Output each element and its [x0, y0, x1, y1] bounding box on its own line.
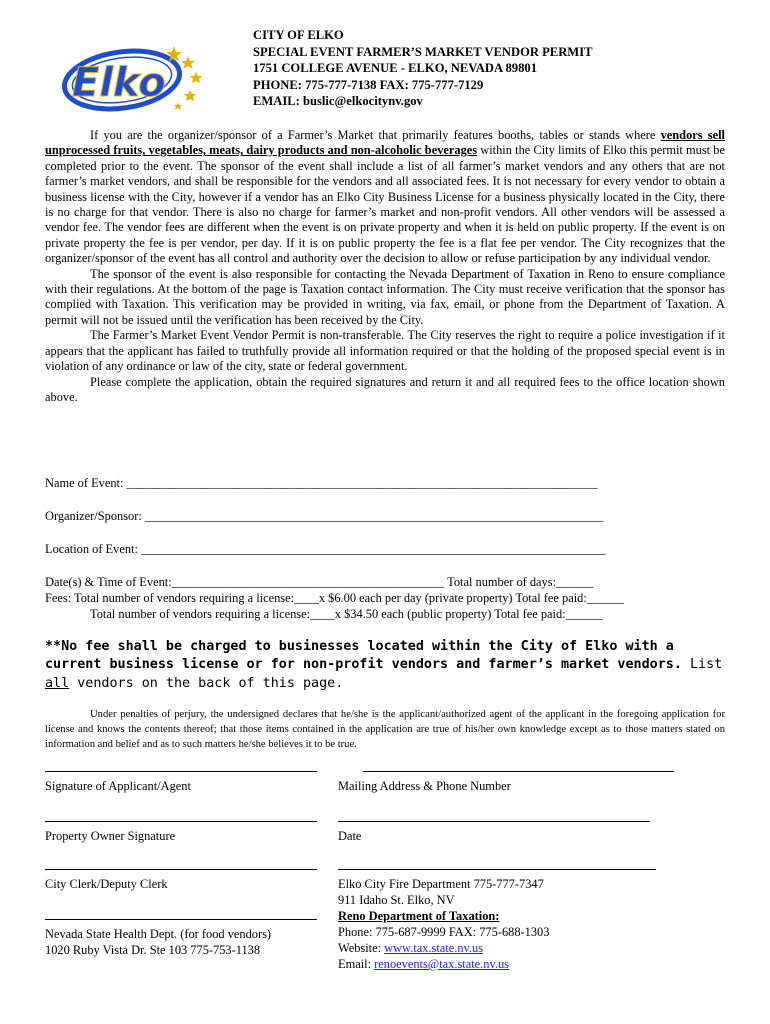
reno-taxation-phone: Phone: 775-687-9999 FAX: 775-688-1303 — [338, 925, 550, 939]
applicant-signature-block[interactable] — [45, 770, 317, 794]
clerk-signature-block[interactable] — [45, 868, 317, 892]
elko-logo — [62, 40, 222, 122]
health-dept-name: Nevada State Health Dept. (for food vendors) — [45, 927, 272, 941]
date-label: Date — [338, 829, 362, 843]
date-line[interactable] — [338, 820, 650, 822]
applicant-signature-label: Signature of Applicant/Agent — [45, 779, 191, 793]
email-link[interactable]: renoevents@tax.state.nv.us — [374, 957, 509, 971]
health-dept-block[interactable] — [45, 918, 317, 958]
header-line-city: CITY OF ELKO — [253, 28, 344, 42]
paragraph-4: Please complete the application, obtain the required signatures and return it and all required fees to the office location shown above. — [45, 374, 725, 404]
reno-taxation-title: Reno Department of Taxation: — [338, 909, 500, 923]
elko-logo-graphic — [62, 40, 222, 122]
paragraph-1 — [45, 128, 725, 267]
paragraph-2: The sponsor of the event is also responsible for contacting the Nevada Department of Taxation in Reno to ensure compliance with their regulations. At the bottom of the page is Taxation contact information. The City must receive verification that the sponsor has complied with Taxation. This verification may be provided in writing, via fax, email, or phone from the Department of Taxation. A permit will not be issued until the verification has been received by the City. — [45, 266, 725, 327]
p1-start: If you are the organizer/sponsor of a Farmer’s Market that primarily features booths, tables or stands where — [90, 128, 661, 142]
owner-signature-label: Property Owner Signature — [45, 829, 176, 843]
paragraph-3: The Farmer’s Market Event Vendor Permit is non-transferable. The City reserves the right to require a police investigation if it appears that the applicant has failed to truthfully provide all information required or that the holding of the proposed special event is in violation of any ordinance or law of the city, state or federal government. — [45, 328, 725, 374]
owner-signature-block[interactable] — [45, 820, 317, 844]
fire-dept-phone: Elko City Fire Department 775-777-7347 — [338, 877, 544, 891]
contacts-block — [338, 868, 656, 972]
mailing-line[interactable] — [363, 770, 674, 772]
health-line[interactable] — [45, 918, 317, 920]
reno-email — [338, 956, 656, 972]
fire-line[interactable] — [338, 868, 656, 870]
header-line-title: SPECIAL EVENT FARMER’S MARKET VENDOR PERMIT — [253, 44, 593, 59]
perjury-statement — [45, 707, 725, 753]
notice-tail: List — [681, 657, 723, 673]
clerk-label: City Clerk/Deputy Clerk — [45, 877, 168, 891]
header-line-email: EMAIL: buslic@elkocitynv.gov — [253, 94, 423, 109]
agency-header — [253, 27, 593, 110]
date-block[interactable] — [338, 820, 650, 844]
website-link[interactable]: www.tax.state.nv.us — [384, 941, 484, 955]
fees-private-field[interactable]: Fees: Total number of vendors requiring a license:____x $6.00 each per day (private property) Total fee paid:______ — [45, 591, 624, 605]
owner-line[interactable] — [45, 820, 317, 822]
health-dept-address: 1020 Ruby Vista Dr. Ste 103 775-753-1138 — [45, 943, 261, 957]
website-label: Website: — [338, 941, 385, 955]
header-line-address: 1751 COLLEGE AVENUE - ELKO, NEVADA 89801 — [253, 61, 537, 76]
email-label: Email: — [338, 957, 375, 971]
perjury-text: Under penalties of perjury, the undersigned declares that he/she is the applicant/authorized agent of the applicant in the foregoing application for license and knows the contents thereof; that those items contained in the application are true of his/her own knowledge except as to those matters stated on information and belief and as to such matters he/she believes it to be true. — [45, 709, 725, 751]
notice-tail-end: vendors on the back of this page. — [69, 675, 344, 691]
fire-dept-address: 911 Idaho St. Elko, NV — [338, 893, 455, 907]
notice-bold: **No fee shall be charged to businesses located within the City of Elko with a current business license or for non-profit vendors and farmer’s market vendors. — [45, 639, 682, 673]
organizer-field[interactable]: Organizer/Sponsor: __________________________________________________________________________ — [45, 509, 604, 523]
signature-line[interactable] — [45, 770, 317, 772]
clerk-line[interactable] — [45, 868, 317, 870]
instructions — [45, 128, 725, 405]
location-field[interactable]: Location of Event: ___________________________________________________________________________ — [45, 542, 606, 556]
mailing-address-block[interactable] — [338, 770, 674, 794]
header-line-phone: PHONE: 775-777-7138 FAX: 775-777-7129 — [253, 77, 484, 92]
p1-emphasis: vendors sell unprocessed fruits, vegetables, meats, dairy products and non-alcoholic beverages — [45, 128, 725, 158]
name-of-event-field[interactable]: Name of Event: ____________________________________________________________________________ — [45, 476, 598, 490]
reno-website — [338, 940, 656, 956]
fees-public-field[interactable]: Total number of vendors requiring a license:____x $34.50 each (public property) Total fee paid:______ — [90, 607, 603, 621]
p1-rest: within the City limits of Elko this permit must be completed prior to the event. The sponsor of the event shall include a list of all farmer’s market vendors and any others that are not farmer’s market vendors, and shall be responsible for the vendors and all associated fees. It is not necessary for every vendor to obtain a business license with the City, however if a vendor has an Elko City Business License for a business physically located in the City, there is no charge for that vendor. There is also no charge for farmer’s market and non-profit vendors. All other vendors will be assessed a vendor fee. The vendor fees are different when the event is on private property and when it is held on public property. If the event is on private property the fee is per vendor, per day. If it is on public property the fee is a flat fee per vendor. The City recognizes that the organizer/sponsor of the event has all control and authority over the decision to allow or refuse participation by any individual vendor. — [45, 143, 725, 266]
notice-all: all — [45, 675, 70, 691]
mailing-label: Mailing Address & Phone Number — [338, 779, 511, 793]
fee-notice — [45, 638, 735, 693]
logo-text: Elko — [72, 60, 166, 106]
dates-field[interactable]: Date(s) & Time of Event:____________________________________________ Total number of days:______ — [45, 575, 594, 589]
